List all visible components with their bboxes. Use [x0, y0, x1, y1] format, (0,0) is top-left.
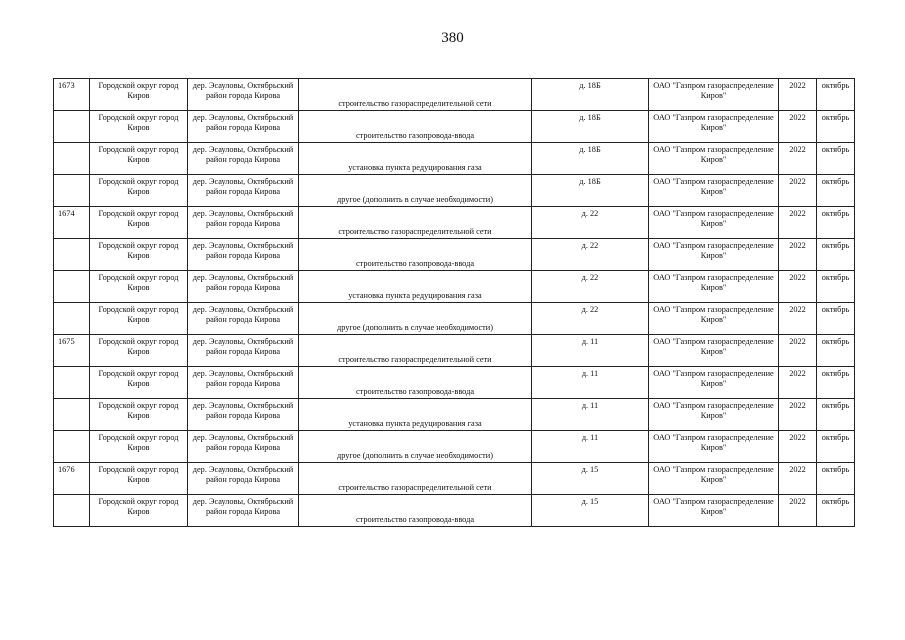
house-text: д. 18Б: [579, 81, 601, 90]
organization-cell: [649, 431, 779, 463]
year-text: 2022: [789, 113, 806, 122]
location-text: район города Кирова: [205, 155, 281, 164]
organization-cell: [649, 367, 779, 399]
year-text: 2022: [789, 433, 806, 442]
municipality-text: Киров: [127, 411, 150, 420]
location-text: дер. Эсауловы, Октябрьский: [192, 177, 294, 186]
table-row: [54, 367, 855, 399]
table-body: [54, 79, 855, 527]
work-type-cell: [299, 303, 532, 335]
month-cell: [817, 367, 855, 399]
organization-text: Киров": [700, 379, 727, 388]
month-text: октябрь: [821, 209, 850, 218]
work-type-cell: [299, 143, 532, 175]
month-text: октябрь: [821, 305, 850, 314]
house-text: д. 11: [581, 401, 599, 410]
location-cell: [188, 367, 299, 399]
work-type-text: другое (дополнить в случае необходимости): [337, 195, 493, 204]
location-text: район города Кирова: [205, 379, 281, 388]
municipality-text: Городской округ город: [98, 401, 179, 410]
municipality-cell: [90, 239, 188, 271]
house-cell: [532, 239, 649, 271]
organization-text: ОАО "Газпром газораспределение: [653, 113, 774, 122]
organization-cell: [649, 335, 779, 367]
work-type-cell: [299, 495, 532, 527]
municipality-text: Городской округ город: [98, 497, 179, 506]
municipality-cell: [90, 79, 188, 111]
municipality-text: Городской округ город: [98, 433, 179, 442]
year-text: 2022: [789, 305, 806, 314]
row-number-text: 1673: [58, 81, 75, 90]
location-text: дер. Эсауловы, Октябрьский: [192, 145, 294, 154]
work-type-text: строительство газопровода-ввода: [356, 259, 474, 268]
location-text: район города Кирова: [205, 411, 281, 420]
organization-text: Киров": [700, 91, 727, 100]
municipality-cell: [90, 495, 188, 527]
municipality-text: Киров: [127, 507, 150, 516]
municipality-cell: [90, 399, 188, 431]
municipality-cell: [90, 303, 188, 335]
work-type-cell: [299, 111, 532, 143]
table-row: [54, 399, 855, 431]
location-cell: [188, 495, 299, 527]
organization-text: Киров": [700, 347, 727, 356]
municipality-text: Киров: [127, 123, 150, 132]
table-row: [54, 431, 855, 463]
location-text: район города Кирова: [205, 475, 281, 484]
house-cell: [532, 431, 649, 463]
organization-cell: [649, 175, 779, 207]
organization-text: ОАО "Газпром газораспределение: [653, 273, 774, 282]
year-text: 2022: [789, 465, 806, 474]
location-cell: [188, 175, 299, 207]
municipality-text: Киров: [127, 443, 150, 452]
location-text: дер. Эсауловы, Октябрьский: [192, 497, 294, 506]
organization-text: ОАО "Газпром газораспределение: [653, 81, 774, 90]
location-text: дер. Эсауловы, Октябрьский: [192, 401, 294, 410]
row-number-cell: [54, 79, 90, 111]
house-text: д. 11: [581, 433, 599, 442]
organization-text: Киров": [700, 219, 727, 228]
table-row: [54, 207, 855, 239]
row-number-cell: [54, 303, 90, 335]
municipality-text: Киров: [127, 91, 150, 100]
month-text: октябрь: [821, 241, 850, 250]
location-cell: [188, 271, 299, 303]
row-number-text: 1675: [58, 337, 75, 346]
location-text: дер. Эсауловы, Октябрьский: [192, 209, 294, 218]
organization-cell: [649, 79, 779, 111]
location-text: дер. Эсауловы, Октябрьский: [192, 369, 294, 378]
municipality-cell: [90, 335, 188, 367]
location-text: район города Кирова: [205, 283, 281, 292]
month-cell: [817, 463, 855, 495]
municipality-cell: [90, 271, 188, 303]
municipality-text: Киров: [127, 475, 150, 484]
house-cell: [532, 495, 649, 527]
municipality-text: Киров: [127, 155, 150, 164]
organization-cell: [649, 111, 779, 143]
organization-text: ОАО "Газпром газораспределение: [653, 241, 774, 250]
location-text: район города Кирова: [205, 443, 281, 452]
organization-text: Киров": [700, 507, 727, 516]
work-type-text: строительство газораспределительной сети: [338, 227, 492, 236]
year-cell: [779, 303, 817, 335]
location-text: дер. Эсауловы, Октябрьский: [192, 113, 294, 122]
row-number-cell: [54, 111, 90, 143]
work-type-cell: [299, 335, 532, 367]
location-cell: [188, 303, 299, 335]
table-row: [54, 239, 855, 271]
house-text: д. 22: [581, 273, 599, 282]
table-row: [54, 495, 855, 527]
organization-text: ОАО "Газпром газораспределение: [653, 369, 774, 378]
year-cell: [779, 79, 817, 111]
month-text: октябрь: [821, 145, 850, 154]
year-text: 2022: [789, 497, 806, 506]
year-text: 2022: [789, 273, 806, 282]
year-text: 2022: [789, 177, 806, 186]
location-cell: [188, 431, 299, 463]
house-text: д. 18Б: [579, 113, 601, 122]
work-type-cell: [299, 239, 532, 271]
work-type-text: строительство газопровода-ввода: [356, 387, 474, 396]
organization-text: ОАО "Газпром газораспределение: [653, 401, 774, 410]
year-cell: [779, 143, 817, 175]
location-text: район города Кирова: [205, 91, 281, 100]
row-number-text: 1674: [58, 209, 75, 218]
table-row: [54, 111, 855, 143]
row-number-cell: [54, 367, 90, 399]
location-cell: [188, 335, 299, 367]
month-cell: [817, 399, 855, 431]
location-text: дер. Эсауловы, Октябрьский: [192, 433, 294, 442]
year-text: 2022: [789, 369, 806, 378]
row-number-cell: [54, 335, 90, 367]
month-cell: [817, 143, 855, 175]
organization-text: Киров": [700, 411, 727, 420]
house-text: д. 22: [581, 209, 599, 218]
year-cell: [779, 175, 817, 207]
month-cell: [817, 335, 855, 367]
municipality-text: Киров: [127, 347, 150, 356]
work-type-text: установка пункта редуцирования газа: [348, 419, 482, 428]
house-text: д. 18Б: [579, 145, 601, 154]
work-type-cell: [299, 207, 532, 239]
municipality-cell: [90, 175, 188, 207]
work-type-text: другое (дополнить в случае необходимости): [337, 451, 493, 460]
organization-text: Киров": [700, 315, 727, 324]
organization-cell: [649, 463, 779, 495]
table-row: [54, 463, 855, 495]
municipality-text: Городской округ город: [98, 145, 179, 154]
location-text: дер. Эсауловы, Октябрьский: [192, 465, 294, 474]
house-cell: [532, 79, 649, 111]
municipality-cell: [90, 207, 188, 239]
month-text: октябрь: [821, 433, 850, 442]
organization-text: ОАО "Газпром газораспределение: [653, 305, 774, 314]
location-text: дер. Эсауловы, Октябрьский: [192, 337, 294, 346]
location-text: дер. Эсауловы, Октябрьский: [192, 273, 294, 282]
row-number-text: 1676: [58, 465, 75, 474]
location-cell: [188, 79, 299, 111]
location-cell: [188, 111, 299, 143]
works-table: [53, 78, 855, 527]
year-cell: [779, 367, 817, 399]
month-cell: [817, 207, 855, 239]
work-type-cell: [299, 399, 532, 431]
year-text: 2022: [789, 337, 806, 346]
month-text: октябрь: [821, 81, 850, 90]
month-cell: [817, 303, 855, 335]
work-type-cell: [299, 367, 532, 399]
month-text: октябрь: [821, 113, 850, 122]
house-cell: [532, 143, 649, 175]
house-text: д. 11: [581, 369, 599, 378]
house-cell: [532, 111, 649, 143]
year-text: 2022: [789, 241, 806, 250]
month-text: октябрь: [821, 369, 850, 378]
location-text: район города Кирова: [205, 315, 281, 324]
year-cell: [779, 207, 817, 239]
month-cell: [817, 431, 855, 463]
year-text: 2022: [789, 81, 806, 90]
month-text: октябрь: [821, 401, 850, 410]
organization-cell: [649, 303, 779, 335]
organization-text: Киров": [700, 155, 727, 164]
month-cell: [817, 271, 855, 303]
month-text: октябрь: [821, 497, 850, 506]
location-text: район города Кирова: [205, 187, 281, 196]
location-cell: [188, 463, 299, 495]
row-number-cell: [54, 239, 90, 271]
organization-text: ОАО "Газпром газораспределение: [653, 337, 774, 346]
work-type-text: строительство газопровода-ввода: [356, 515, 474, 524]
year-text: 2022: [789, 145, 806, 154]
municipality-text: Киров: [127, 219, 150, 228]
municipality-text: Киров: [127, 315, 150, 324]
table-row: [54, 79, 855, 111]
house-text: д. 18Б: [579, 177, 601, 186]
month-cell: [817, 495, 855, 527]
organization-text: Киров": [700, 475, 727, 484]
page-number: 380: [441, 30, 464, 46]
organization-cell: [649, 271, 779, 303]
municipality-text: Городской округ город: [98, 113, 179, 122]
location-text: район города Кирова: [205, 219, 281, 228]
work-type-cell: [299, 463, 532, 495]
location-cell: [188, 399, 299, 431]
organization-text: Киров": [700, 187, 727, 196]
municipality-text: Городской округ город: [98, 369, 179, 378]
municipality-text: Городской округ город: [98, 209, 179, 218]
month-text: октябрь: [821, 337, 850, 346]
municipality-text: Киров: [127, 187, 150, 196]
row-number-cell: [54, 399, 90, 431]
house-cell: [532, 175, 649, 207]
organization-text: ОАО "Газпром газораспределение: [653, 497, 774, 506]
year-cell: [779, 431, 817, 463]
location-text: дер. Эсауловы, Октябрьский: [192, 81, 294, 90]
municipality-text: Киров: [127, 283, 150, 292]
month-text: октябрь: [821, 465, 850, 474]
row-number-cell: [54, 431, 90, 463]
location-text: район города Кирова: [205, 123, 281, 132]
work-type-text: другое (дополнить в случае необходимости): [337, 323, 493, 332]
house-cell: [532, 463, 649, 495]
table-row: [54, 335, 855, 367]
work-type-cell: [299, 271, 532, 303]
row-number-cell: [54, 463, 90, 495]
location-text: дер. Эсауловы, Октябрьский: [192, 241, 294, 250]
organization-text: ОАО "Газпром газораспределение: [653, 465, 774, 474]
year-cell: [779, 399, 817, 431]
organization-text: ОАО "Газпром газораспределение: [653, 209, 774, 218]
organization-cell: [649, 399, 779, 431]
year-cell: [779, 335, 817, 367]
year-cell: [779, 271, 817, 303]
house-text: д. 22: [581, 241, 599, 250]
organization-cell: [649, 495, 779, 527]
work-type-text: установка пункта редуцирования газа: [348, 163, 482, 172]
municipality-cell: [90, 463, 188, 495]
row-number-cell: [54, 207, 90, 239]
location-text: район города Кирова: [205, 347, 281, 356]
municipality-text: Киров: [127, 251, 150, 260]
organization-text: ОАО "Газпром газораспределение: [653, 177, 774, 186]
municipality-cell: [90, 431, 188, 463]
house-text: д. 15: [581, 465, 599, 474]
row-number-cell: [54, 143, 90, 175]
year-cell: [779, 111, 817, 143]
municipality-text: Городской округ город: [98, 241, 179, 250]
year-text: 2022: [789, 209, 806, 218]
organization-text: Киров": [700, 123, 727, 132]
table-row: [54, 303, 855, 335]
municipality-cell: [90, 111, 188, 143]
municipality-cell: [90, 143, 188, 175]
organization-cell: [649, 143, 779, 175]
year-cell: [779, 239, 817, 271]
month-cell: [817, 239, 855, 271]
row-number-cell: [54, 175, 90, 207]
table-row: [54, 175, 855, 207]
year-cell: [779, 463, 817, 495]
work-type-cell: [299, 431, 532, 463]
month-cell: [817, 79, 855, 111]
location-text: район города Кирова: [205, 251, 281, 260]
municipality-text: Городской округ город: [98, 81, 179, 90]
organization-text: Киров": [700, 443, 727, 452]
house-text: д. 15: [581, 497, 599, 506]
house-cell: [532, 367, 649, 399]
organization-text: Киров": [700, 251, 727, 260]
year-cell: [779, 495, 817, 527]
organization-text: ОАО "Газпром газораспределение: [653, 145, 774, 154]
work-type-text: строительство газораспределительной сети: [338, 483, 492, 492]
municipality-text: Киров: [127, 379, 150, 388]
house-cell: [532, 271, 649, 303]
location-text: район города Кирова: [205, 507, 281, 516]
municipality-text: Городской округ город: [98, 273, 179, 282]
table-row: [54, 143, 855, 175]
month-cell: [817, 111, 855, 143]
work-type-cell: [299, 79, 532, 111]
month-cell: [817, 175, 855, 207]
organization-text: ОАО "Газпром газораспределение: [653, 433, 774, 442]
municipality-cell: [90, 367, 188, 399]
year-text: 2022: [789, 401, 806, 410]
organization-cell: [649, 207, 779, 239]
municipality-text: Городской округ город: [98, 177, 179, 186]
municipality-text: Городской округ город: [98, 305, 179, 314]
house-text: д. 11: [581, 337, 599, 346]
house-cell: [532, 399, 649, 431]
month-text: октябрь: [821, 177, 850, 186]
municipality-text: Городской округ город: [98, 337, 179, 346]
row-number-cell: [54, 271, 90, 303]
municipality-text: Городской округ город: [98, 465, 179, 474]
work-type-text: строительство газораспределительной сети: [338, 99, 492, 108]
organization-text: Киров": [700, 283, 727, 292]
table-row: [54, 271, 855, 303]
work-type-text: установка пункта редуцирования газа: [348, 291, 482, 300]
house-cell: [532, 207, 649, 239]
house-cell: [532, 335, 649, 367]
month-text: октябрь: [821, 273, 850, 282]
location-cell: [188, 207, 299, 239]
house-text: д. 22: [581, 305, 599, 314]
work-type-text: строительство газораспределительной сети: [338, 355, 492, 364]
location-cell: [188, 239, 299, 271]
row-number-cell: [54, 495, 90, 527]
house-cell: [532, 303, 649, 335]
work-type-text: строительство газопровода-ввода: [356, 131, 474, 140]
work-type-cell: [299, 175, 532, 207]
organization-cell: [649, 239, 779, 271]
location-cell: [188, 143, 299, 175]
location-text: дер. Эсауловы, Октябрьский: [192, 305, 294, 314]
